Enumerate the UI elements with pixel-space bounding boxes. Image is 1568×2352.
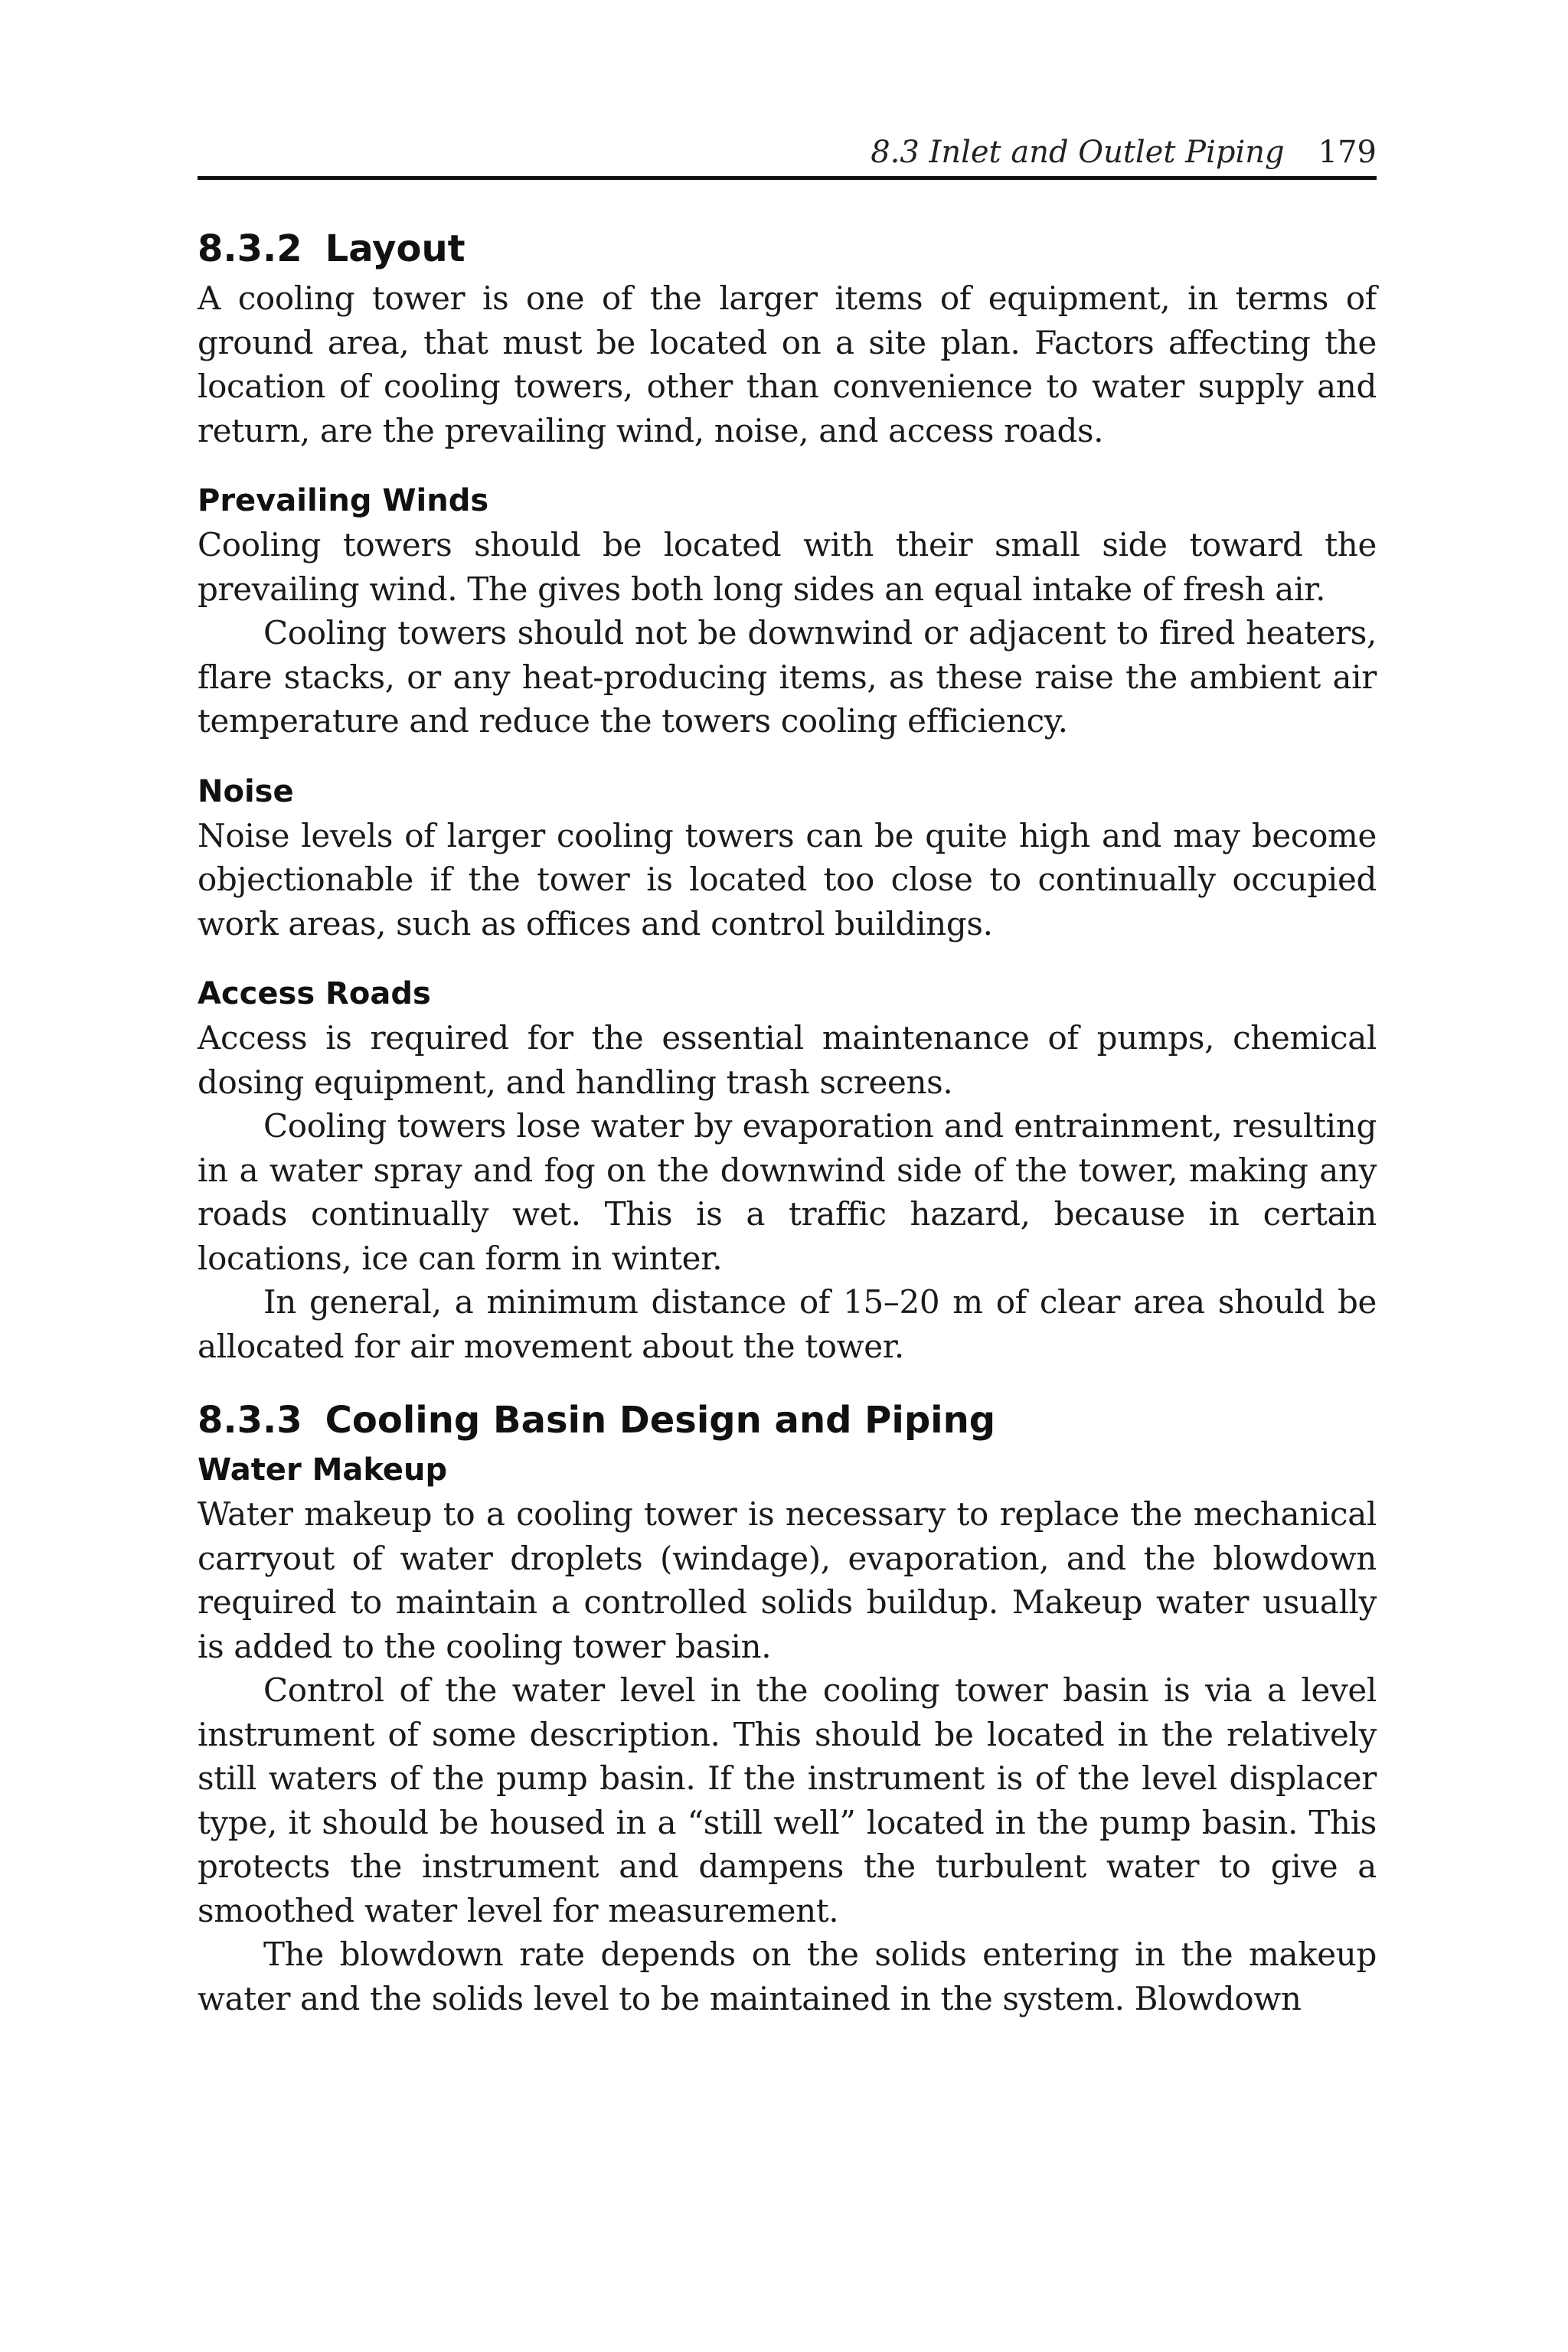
- section-title: Cooling Basin Design and Piping: [325, 1399, 996, 1442]
- running-head: [198, 115, 1377, 180]
- subheading-prevailing-winds: Prevailing Winds: [198, 483, 489, 518]
- paragraph: Water makeup to a cooling tower is necessary to replace the mechanical carryout of water droplets (windage), evaporation, and the blowdown required to maintain a controlled solids buildup. Makeup water usually is added to the cooling tower basin.: [198, 1495, 1377, 1665]
- subheading-noise: Noise: [198, 773, 294, 809]
- paragraph: Noise levels of larger cooling towers can be quite high and may become objectionable if the tower is located too close to continually occupied work areas, such as offices and control buildings.: [198, 816, 1377, 942]
- section-heading: [198, 226, 1377, 272]
- intro-paragraph: A cooling tower is one of the larger items of equipment, in terms of ground area, that must be located on a site plan. Factors affecting the location of cooling towers, other than convenience to water supply and return, are the prevailing wind, noise, and access roads.: [198, 279, 1377, 449]
- section-number: 8.3.2: [198, 227, 302, 270]
- page-number: 179: [1318, 135, 1377, 170]
- paragraph: Cooling towers lose water by evaporation and entrainment, resulting in a water spray and fog on the downwind side of the tower, making any roads continually wet. This is a traffic hazard, because in certain locations, ice can form in winter.: [198, 1107, 1377, 1277]
- paragraph: In general, a minimum distance of 15–20 m of clear area should be allocated for air movement about the tower.: [198, 1283, 1377, 1365]
- paragraph: Cooling towers should not be downwind or adjacent to fired heaters, flare stacks, or any heat-producing items, as these raise the ambient air temperature and reduce the towers cooling efficiency.: [198, 614, 1377, 740]
- section-layout: [198, 226, 1377, 1368]
- section-heading: [198, 1397, 1377, 1443]
- paragraph: Access is required for the essential maintenance of pumps, chemical dosing equipment, and handling trash screens.: [198, 1019, 1377, 1101]
- subheading-water-makeup: Water Makeup: [198, 1452, 448, 1488]
- section-number: 8.3.3: [198, 1399, 302, 1442]
- subheading-access-roads: Access Roads: [198, 976, 431, 1011]
- running-head-section-title: 8.3 Inlet and Outlet Piping: [871, 135, 1285, 170]
- section-title: Layout: [325, 227, 466, 270]
- book-page: [198, 115, 1377, 2020]
- paragraph: Cooling towers should be located with their small side toward the prevailing wind. The gives both long sides an equal intake of fresh air.: [198, 526, 1377, 608]
- section-cooling-basin: [198, 1397, 1377, 2020]
- paragraph: The blowdown rate depends on the solids entering in the makeup water and the solids level to be maintained in the system. Blowdown: [198, 1936, 1377, 2017]
- spacer: [198, 452, 1377, 479]
- paragraph: Control of the water level in the cooling tower basin is via a level instrument of some description. This should be located in the relatively still waters of the pump basin. If the instrument is of the level displacer type, it should be housed in a “still well” located in the pump basin. This protects the instrument and dampens the turbulent water to give a smoothed water level for measurement.: [198, 1671, 1377, 1929]
- page-body: [198, 226, 1377, 2020]
